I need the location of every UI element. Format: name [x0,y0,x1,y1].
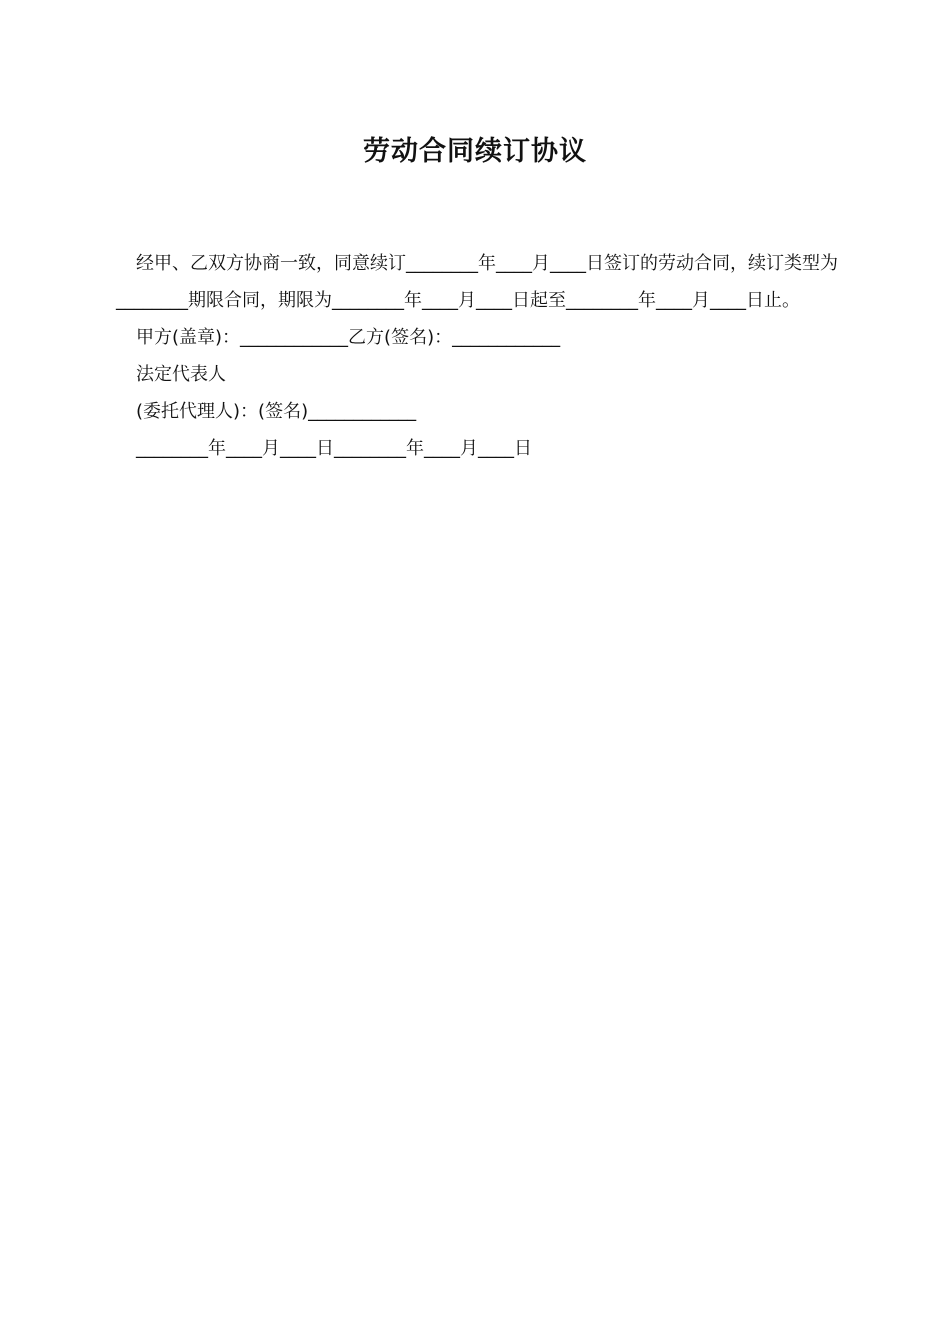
agent-signature-line: (委托代理人)：(签名)____________ [136,401,417,422]
agreement-paragraph: 经甲、乙双方协商一致，同意续订________年____月____日签订的劳动合同，续订类型为________期限合同，期限为________年____月____日起至________年____月____日止。 [116,253,838,311]
document-title: 劳动合同续订协议 [363,136,587,167]
signature-line-parties: 甲方(盖章)：____________乙方(签名)：____________ [136,327,561,348]
legal-representative-label: 法定代表人 [136,364,226,385]
date-line: ________年____月____日________年____月____日 [136,438,532,459]
document-body [116,245,838,467]
